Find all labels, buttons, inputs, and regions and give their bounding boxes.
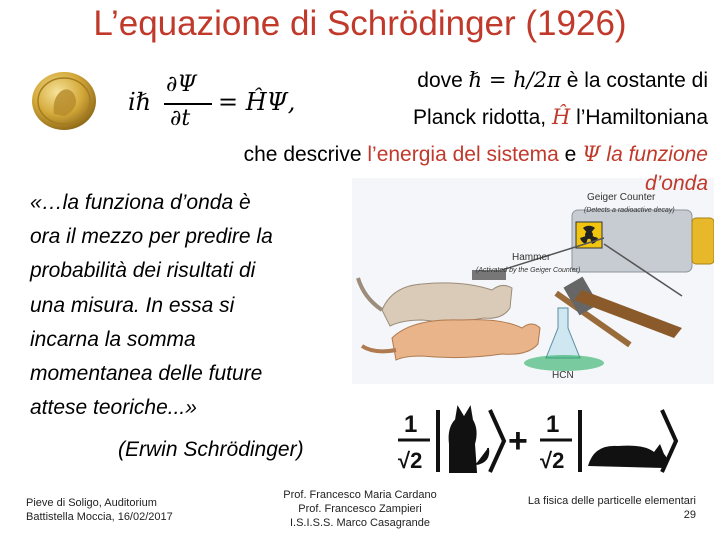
fraction-denominator-2: √2 <box>540 448 565 473</box>
footer-right <box>528 494 696 522</box>
wavefunction-phrase-end: d’onda <box>644 172 708 195</box>
desc-text: che descrive <box>243 143 368 166</box>
quote-line: incarna la somma <box>30 327 196 351</box>
fraction-denominator: √2 <box>398 448 423 473</box>
quote-line: attese teoriche...» <box>30 396 197 420</box>
formula-rhs: = ĤΨ, <box>218 88 296 116</box>
desc-text: è la costante di <box>560 69 708 92</box>
hammer-sublabel: (Activated by the Geiger Counter) <box>476 267 581 274</box>
footer-center <box>270 488 450 530</box>
schrodinger-cat-illustration <box>352 178 714 384</box>
formula-numerator: ∂Ψ <box>166 72 197 97</box>
quote-line: probabilità dei risultati di <box>30 259 256 283</box>
energy-phrase: l’energia del sistema <box>367 143 559 166</box>
schrodinger-equation <box>126 72 316 134</box>
desc-text: e <box>558 143 583 166</box>
plus-sign: + <box>508 422 528 460</box>
formula-ihbar: iℏ <box>128 88 152 116</box>
footer-school: I.S.I.S.S. Marco Casagrande <box>289 517 430 529</box>
psi-symbol: Ψ <box>582 142 601 166</box>
quote-line: «…la funziona d’onda è <box>30 191 251 214</box>
desc-line-2 <box>413 105 708 130</box>
footer-venue: Pieve di Soligo, Auditorium <box>26 497 157 509</box>
desc-line-4 <box>645 172 708 196</box>
nobel-medal-image <box>30 70 98 132</box>
geiger-label: Geiger Counter <box>587 192 656 203</box>
cat-superposition-image <box>398 404 698 476</box>
formula-denominator: ∂t <box>170 106 191 131</box>
page-number: 29 <box>683 509 696 521</box>
fraction-bar <box>164 103 212 105</box>
desc-text: l’Hamiltoniana <box>570 106 708 129</box>
quote-line: ora il mezzo per predire la <box>30 225 273 249</box>
geiger-sublabel: (Detects a radioactive decay) <box>584 207 675 214</box>
schrodinger-quote <box>30 186 360 425</box>
desc-text: Planck ridotta, <box>413 106 552 129</box>
desc-line-1 <box>417 68 708 93</box>
quote-author: (Erwin Schrödinger) <box>118 438 304 461</box>
hbar-definition: ℏ = h/2π <box>468 68 561 92</box>
wavefunction-phrase: la funzione <box>600 143 708 166</box>
desc-line-3 <box>244 142 708 167</box>
footer-left <box>26 496 173 524</box>
footer-author-2: Prof. Francesco Zampieri <box>298 503 422 515</box>
footer-date: Battistella Moccia, 16/02/2017 <box>26 511 173 523</box>
footer-course-title: La fisica delle particelle elementari <box>527 495 696 507</box>
fraction-numerator: 1 <box>404 411 418 438</box>
quote-line: una misura. In essa si <box>30 293 235 317</box>
fraction-numerator-2: 1 <box>546 411 560 438</box>
desc-text: dove <box>417 69 469 92</box>
footer-author-1: Prof. Francesco Maria Cardano <box>283 489 437 501</box>
hamiltonian-symbol: Ĥ <box>551 105 571 129</box>
slide-title: L’equazione di Schrödinger (1926) <box>93 4 627 43</box>
hcn-label: HCN <box>552 370 574 381</box>
quote-line: momentanea delle future <box>30 362 263 386</box>
hammer-label: Hammer <box>512 252 551 263</box>
